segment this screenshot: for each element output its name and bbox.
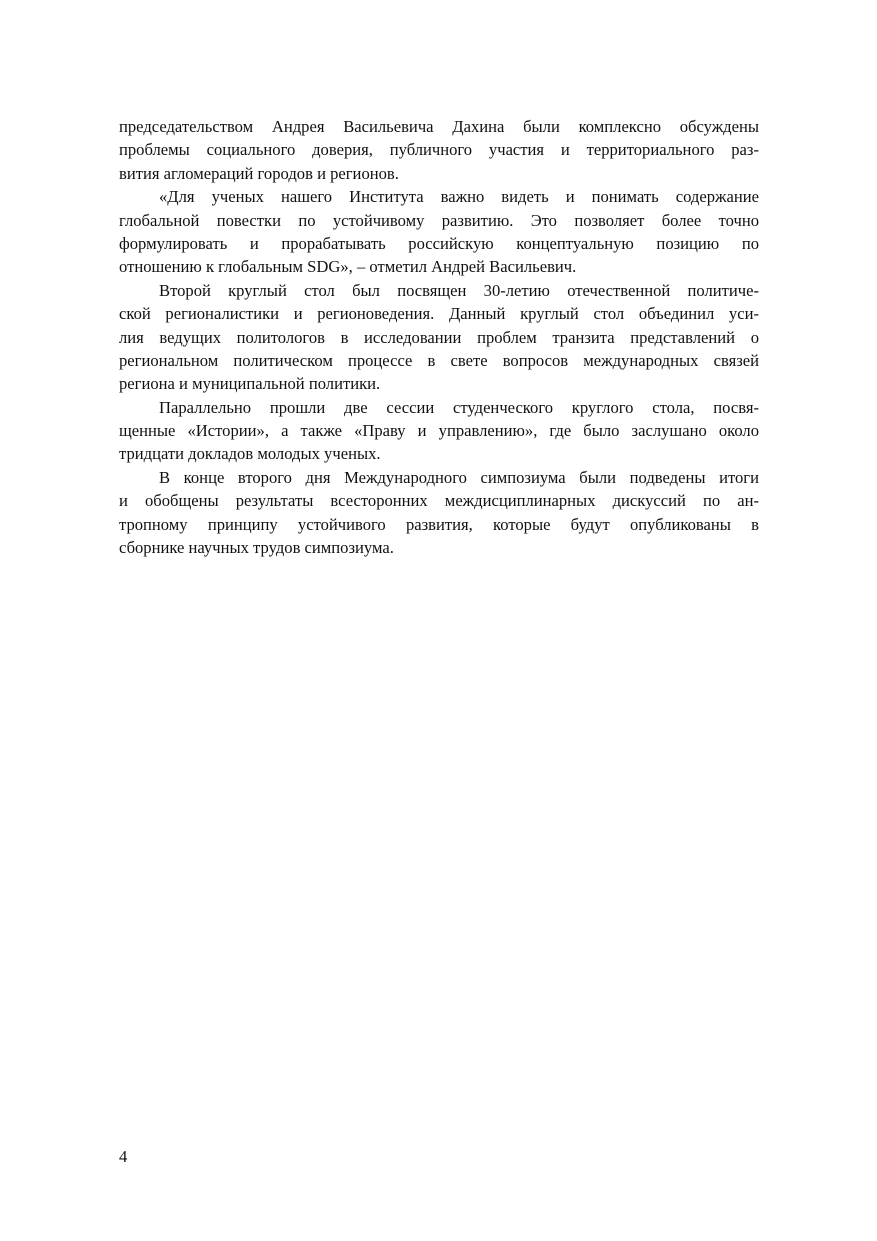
text-line: тридцати докладов молодых ученых. <box>119 444 381 464</box>
text-line: отношению к глобальным SDG», – отметил Андрей Васильевич. <box>119 257 577 277</box>
body-text <box>119 115 759 559</box>
text-line: В конце второго дня Международного симпозиума были подведены итоги <box>159 467 759 487</box>
text-line: ской регионалистики и регионоведения. Данный круглый стол объединил уси- <box>119 304 759 324</box>
text-line: проблемы социального доверия, публичного участия и территориального раз- <box>119 140 759 160</box>
text-line: щенные «Истории», а также «Праву и управлению», где было заслушано около <box>119 421 759 441</box>
text-line: Второй круглый стол был посвящен 30-летию отечественной политиче- <box>159 280 759 300</box>
text-line: сборнике научных трудов симпозиума. <box>119 538 394 558</box>
text-line: тропному принципу устойчивого развития, которые будут опубликованы в <box>119 514 759 534</box>
text-line: региональном политическом процессе в свете вопросов международных связей <box>119 350 759 370</box>
text-line: вития агломераций городов и регионов. <box>119 163 399 183</box>
text-line: формулировать и прорабатывать российскую концептуальную позицию по <box>119 233 759 253</box>
text-line: и обобщены результаты всесторонних междисциплинарных дискуссий по ан- <box>119 491 759 511</box>
text-line: лия ведущих политологов в исследовании проблем транзита представлений о <box>119 327 759 347</box>
page-number: 4 <box>119 1147 128 1166</box>
text-line: председательством Андрея Васильевича Дахина были комплексно обсуждены <box>119 117 759 136</box>
text-line: глобальной повестки по устойчивому развитию. Это позволяет более точно <box>119 210 759 230</box>
text-line: «Для ученых нашего Института важно видеть и понимать содержание <box>159 187 759 207</box>
text-line: региона и муниципальной политики. <box>119 374 381 394</box>
text-line: Параллельно прошли две сессии студенческого круглого стола, посвя- <box>159 397 759 417</box>
